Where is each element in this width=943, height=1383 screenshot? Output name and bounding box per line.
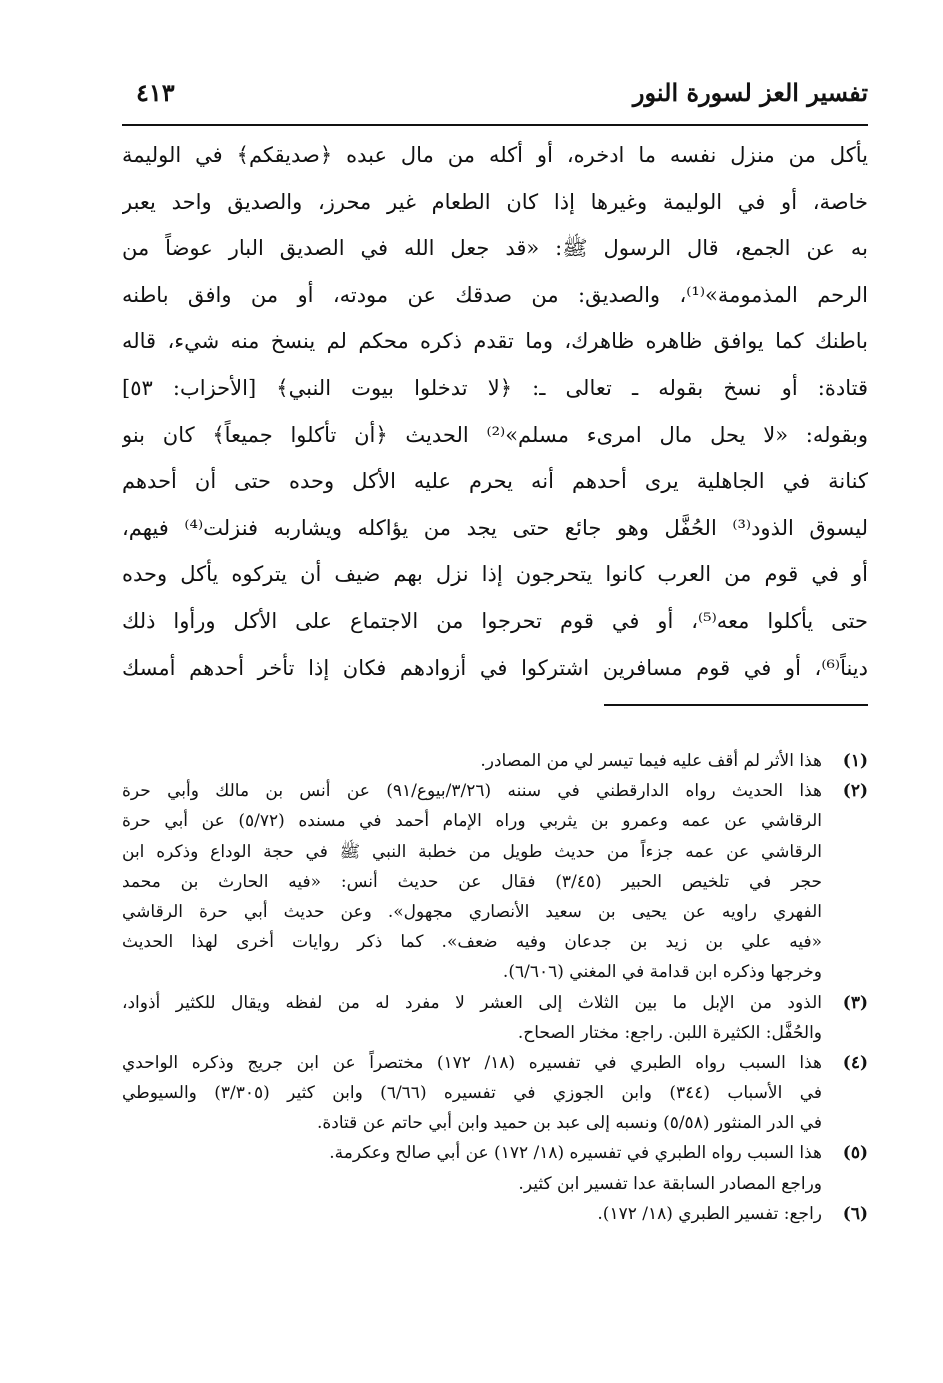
- footnote-line: وخرجها وذكره ابن قدامة في المغني (٦/٦٠٦).: [502, 962, 822, 983]
- footnote-line: في الأسباب (٣٤٤) وابن الجوزي في تفسيره (٦/٦٦) وابن كثير (٣/٣٠٥) والسيوطي: [122, 1083, 822, 1104]
- footnote-6: [122, 1199, 868, 1229]
- text-line: خاصة، أو في الوليمة وغيرها إذا كان الطعام غير محرز، والصديق واحد يعبر: [122, 189, 868, 214]
- footnote-text: [122, 1199, 822, 1229]
- footnote-line: الرقاشي عن عمه جزءاً من حديث طويل من خطبة النبي ﷺ في حجة الوداع وذكره ابن: [122, 841, 822, 862]
- text-line: كنانة في الجاهلية يرى أحدهم أنه يحرم عليه الأكل وحده حتى أن أحدهم: [122, 469, 868, 494]
- text-line: به عن الجمع، قال الرسول ﷺ: «قد جعل الله في الصديق البار عوضاً من: [122, 236, 868, 261]
- footnote-number: (٢): [842, 781, 868, 802]
- footnote-text: [122, 988, 822, 1048]
- footnote-number: (٤): [842, 1052, 868, 1073]
- footnote-line: الفهري راويه عن يحيى بن سعيد الأنصاري مجهول». وعن حديث أبي حرة الرقاشي: [122, 901, 822, 922]
- footnote-text: [122, 1048, 822, 1139]
- footnote-line: الذود من الإبل ما بين الثلاث إلى العشر لا مفرد له من لفظه ويقال للكثير أذواد،: [122, 992, 822, 1013]
- text-line: ليسوق الذود⁽³⁾ الحُفَّل وهو جائع حتى يجد من يؤاكله ويشاربه فنزلت⁽⁴⁾ فيهم،: [122, 515, 868, 540]
- text-line: ديناً⁽⁶⁾، أو في قوم مسافرين اشتركوا في أزوادهم فكان إذا تأخر أحدهم أمسك: [122, 655, 868, 680]
- footnote-line: راجع: تفسير الطبري (١٨/ ١٧٢).: [597, 1203, 822, 1224]
- page-number: ٤١٣: [136, 78, 175, 107]
- footnote-line: والحُفَّل: الكثيرة اللبن. راجع: مختار الصحاح.: [517, 1022, 822, 1043]
- footnote-line: هذا السبب رواه الطبري في تفسيره (١٨/ ١٧٢) عن أبي صالح وعكرمة.: [329, 1143, 822, 1164]
- footnote-number: (٥): [842, 1143, 868, 1164]
- footnote-line: هذا الأثر لم أقف عليه فيما تيسر لي من المصادر.: [480, 751, 822, 771]
- footnote-2: [122, 776, 868, 987]
- footnote-text: [122, 776, 822, 987]
- text-line: أو في قوم من العرب كانوا يتحرجون إذا نزل بهم ضيف أن يتركوه يأكل وحده: [122, 562, 868, 587]
- footnotes: [122, 746, 868, 1229]
- footnote-number: (١): [842, 751, 868, 771]
- footnote-3: [122, 988, 868, 1048]
- footnote-line: هذا الحديث رواه الدارقطني في سننه (٣/٢٦/بيوع/٩١) عن أنس بن مالك وأبي حرة: [122, 781, 822, 802]
- page-header: [122, 72, 868, 126]
- footnote-text: [122, 1138, 822, 1198]
- running-title: تفسير العز لسورة النور: [632, 78, 868, 107]
- text-line: وبقوله: «لا يحل مال امرىء مسلم»⁽²⁾ الحديث ﴿أن تأكلوا جميعاً﴾ كان بنو: [122, 422, 868, 447]
- footnote-text: [122, 746, 822, 776]
- footnote-line: وراجع المصادر السابقة عدا تفسير ابن كثير.: [518, 1173, 822, 1194]
- footnote-1: [122, 746, 868, 776]
- main-text: [122, 132, 868, 691]
- footnote-separator: [604, 704, 868, 706]
- text-line: باطنك كما يوافق ظاهره ظاهرك، وما تقدم ذكره محكم لم ينسخ منه شيء، قاله: [122, 329, 868, 354]
- text-line: الرحم المذمومة»⁽¹⁾، والصديق: من صدقك عن مودته، أو من وافق باطنه: [122, 282, 868, 307]
- footnote-line: «فيه علي بن زيد بن جدعان وفيه ضعف». كما ذكر روايات أخرى لهذا الحديث: [122, 932, 822, 953]
- footnote-line: حجر في تلخيص الحبير (٣/٤٥) فقال عن حديث أنس: «فيه الحارث بن محمد: [122, 871, 822, 892]
- text-line: يأكل من منزل نفسه ما ادخره، أو أكله من مال عبده ﴿صديقكم﴾ في الوليمة: [122, 143, 868, 167]
- footnote-4: [122, 1048, 868, 1139]
- footnote-number: (٣): [842, 992, 868, 1013]
- text-line: حتى يأكلوا معه⁽⁵⁾، أو في قوم تحرجوا من الاجتماع على الأكل ورأوا ذلك: [122, 608, 868, 633]
- footnote-number: (٦): [842, 1203, 868, 1224]
- text-line: قتادة: أو نسخ بقوله ـ تعالى ـ: ﴿لا تدخلوا بيوت النبي﴾ [الأحزاب: ٥٣]: [122, 375, 868, 400]
- footnote-line: في الدر المنثور (٥/٥٨) ونسبه إلى عبد بن حميد وابن أبي حاتم عن قتادة.: [316, 1113, 822, 1134]
- footnote-5: [122, 1138, 868, 1198]
- footnote-line: هذا السبب رواه الطبري في تفسيره (١٨/ ١٧٢) مختصراً عن ابن جريج وذكره الواحدي: [122, 1052, 822, 1073]
- footnote-line: الرقاشي عن عمه وعمرو بن يثربي وراه الإمام أحمد في مسنده (٥/٧٢) عن أبي حرة: [122, 811, 822, 832]
